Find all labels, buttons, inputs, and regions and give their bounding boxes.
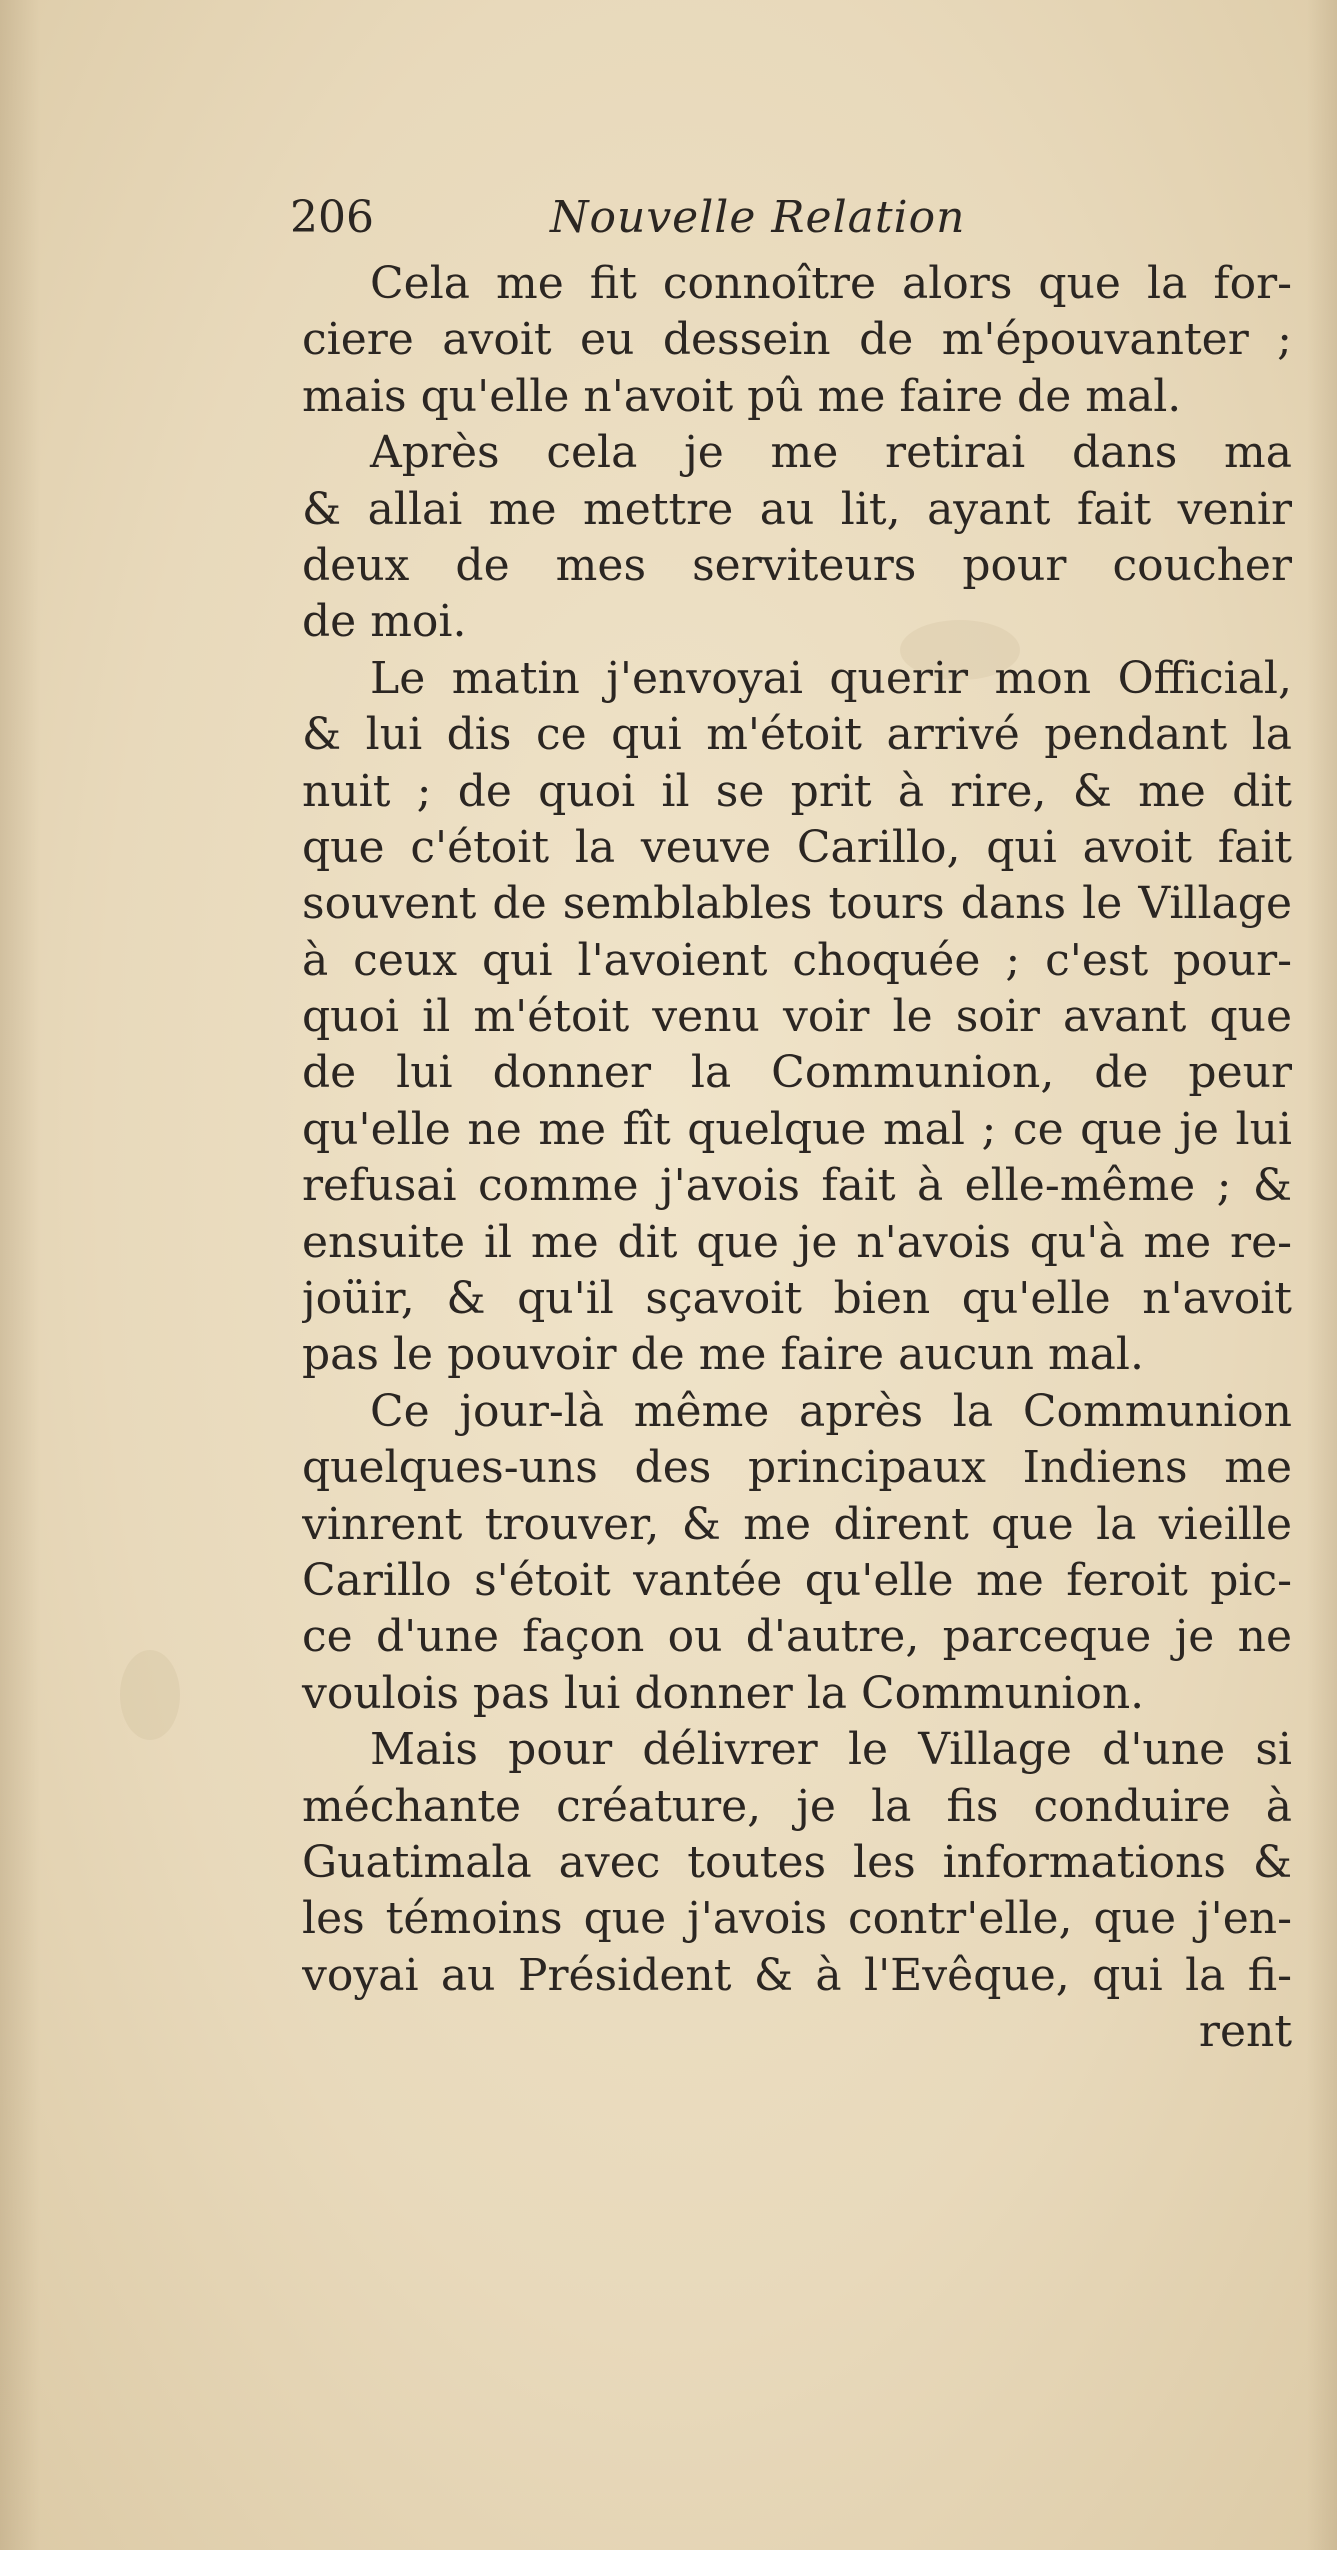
text-line: Après cela je me retirai dans ma xyxy=(370,427,1292,479)
text-line: de moi. xyxy=(302,596,467,648)
text-line: de lui donner la Communion, de peur xyxy=(302,1047,1292,1099)
text-line: ce d'une façon ou d'autre, parceque je ne xyxy=(302,1611,1292,1663)
text-line: ensuite il me dit que je n'avois qu'à me re- xyxy=(302,1216,1292,1268)
text-line: joüir, & qu'il sçavoit bien qu'elle n'avoit xyxy=(302,1273,1292,1325)
page-number: 206 xyxy=(290,192,374,243)
text-line: deux de mes serviteurs pour coucher xyxy=(302,539,1292,591)
text-line: à ceux qui l'avoient choquée ; c'est pour- xyxy=(302,934,1292,986)
text-line: & allai me mettre au lit, ayant fait venir xyxy=(302,483,1292,535)
text-line: & lui dis ce qui m'étoit arrivé pendant la xyxy=(302,709,1292,761)
text-line: quoi il m'étoit venu voir le soir avant que xyxy=(302,991,1292,1043)
catchword: rent xyxy=(1198,2006,1292,2058)
text-line: nuit ; de quoi il se prit à rire, & me dit xyxy=(302,765,1292,817)
text-line: ciere avoit eu dessein de m'épouvanter ; xyxy=(302,314,1292,366)
paper-stain xyxy=(120,1650,180,1740)
text-line: Cela me fit connoître alors que la for- xyxy=(370,258,1292,309)
text-line: refusai comme j'avois fait à elle-même ; & xyxy=(302,1160,1292,1212)
text-line: pas le pouvoir de me faire aucun mal. xyxy=(302,1329,1144,1381)
text-line: voyai au Président & à l'Evêque, qui la fi- xyxy=(302,1949,1292,2001)
running-head xyxy=(290,188,1050,248)
text-line: Carillo s'étoit vantée qu'elle me feroit pic- xyxy=(302,1554,1292,1606)
text-line: quelques-uns des principaux Indiens me xyxy=(302,1442,1292,1494)
text-line: Guatimala avec toutes les informations & xyxy=(302,1836,1292,1888)
text-line: les témoins que j'avois contr'elle, que j'en- xyxy=(302,1893,1292,1945)
text-line: Mais pour délivrer le Village d'une si xyxy=(370,1724,1292,1776)
running-title: Nouvelle Relation xyxy=(550,192,966,243)
text-line: que c'étoit la veuve Carillo, qui avoit fait xyxy=(302,821,1292,873)
body-text xyxy=(302,256,1292,2061)
text-line: souvent de semblables tours dans le Village xyxy=(302,878,1292,930)
text-line: voulois pas lui donner la Communion. xyxy=(302,1667,1145,1719)
text-line: vinrent trouver, & me dirent que la vieille xyxy=(302,1498,1292,1550)
text-line: mais qu'elle n'avoit pû me faire de mal. xyxy=(302,370,1182,422)
text-line: Le matin j'envoyai querir mon Official, xyxy=(370,652,1292,704)
text-line: qu'elle ne me fît quelque mal ; ce que je lui xyxy=(302,1103,1292,1155)
text-line: Ce jour-là même après la Communion xyxy=(370,1385,1292,1437)
text-line: méchante créature, je la fis conduire à xyxy=(302,1780,1292,1832)
